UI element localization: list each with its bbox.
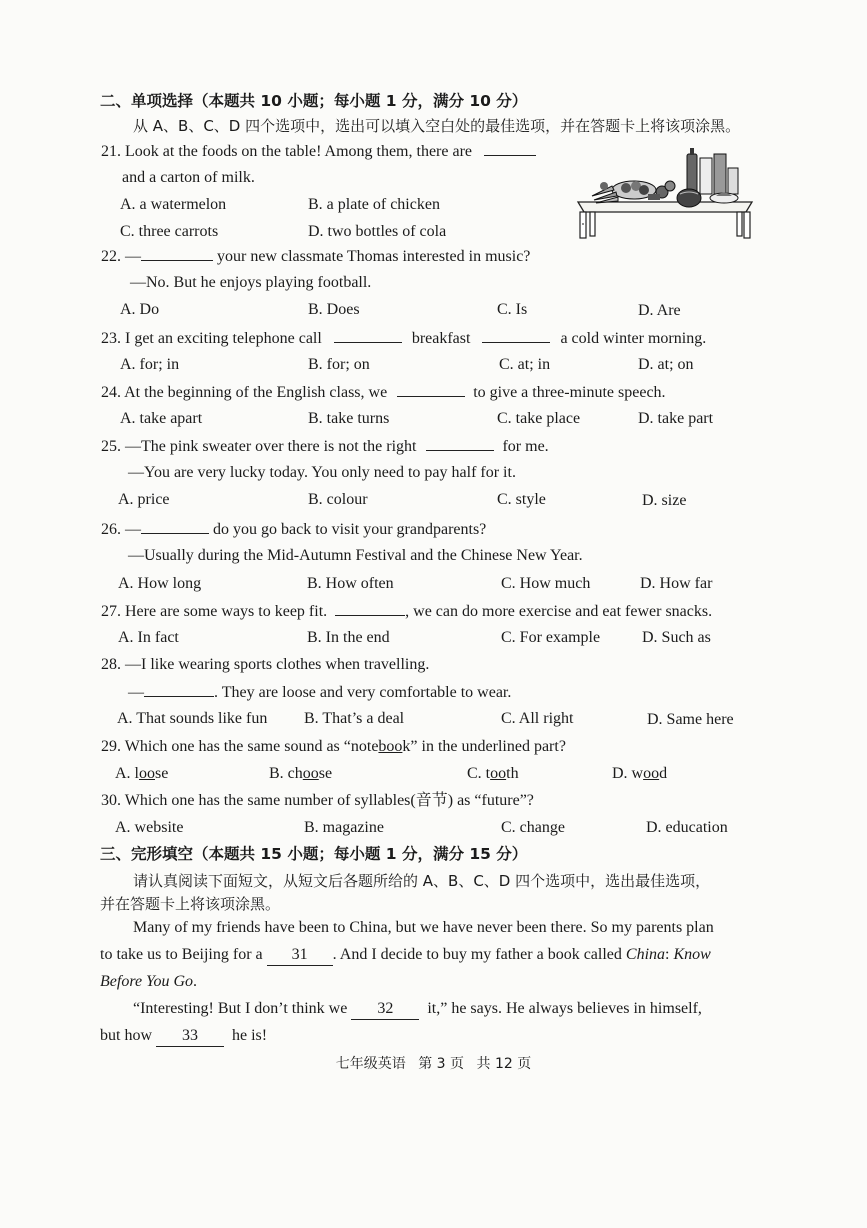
q25-option-a: A. price [118,491,170,508]
q22-option-a: A. Do [120,301,160,318]
q22-reply: —No. But he enjoys playing football. [130,274,372,291]
footer-total-pages: 共 12 页 [476,1056,532,1072]
q29-option-a: A. loose [115,765,169,782]
q26-prefix: 26. — [101,521,141,538]
q28-option-b: B. That’s a deal [304,710,405,727]
question-30-stem: 30. Which one has the same number of syllables(音节) as “future”? [101,792,534,809]
q24-option-d: D. take part [638,410,714,427]
q21-option-d: D. two bottles of cola [308,223,447,240]
q29-option-c: C. tooth [467,765,519,782]
q24-text-2: to give a three-minute speech. [473,384,666,401]
q22-option-c: C. Is [497,301,528,318]
q27-text-2: , we can do more exercise and eat fewer snacks. [405,603,713,620]
q29-text-2: k” in the underlined part? [402,738,566,755]
q23-text-3: a cold winter morning. [560,330,707,347]
q21-option-a: A. a watermelon [120,196,227,213]
page-footer [0,1053,867,1073]
question-23-stem [101,328,706,349]
q30-option-b: B. magazine [304,819,384,836]
q28-text: . They are loose and very comfortable to wear. [214,684,512,701]
q21-option-c: C. three carrots [120,223,219,240]
blank-31: 31 [267,945,333,966]
question-22-stem [101,246,530,267]
q25-reply: —You are very lucky today. You only need to pay half for it. [128,464,516,481]
q28-reply [128,682,511,703]
q23-blank-2 [482,328,550,343]
q21-blank [484,141,536,156]
q29-option-b: B. choose [269,765,333,782]
section-3-instruction-2: 并在答题卡上将该项涂黑。 [100,895,281,913]
section-3-instruction-1: 请认真阅读下面短文，从短文后各题所给的 A、B、C、D 四个选项中，选出最佳选项， [133,872,711,890]
question-29-stem [101,737,566,757]
q27-blank [335,601,405,616]
q23-text-1: 23. I get an exciting telephone call [101,330,322,347]
q26-option-c: C. How much [501,575,591,592]
q27-text-1: 27. Here are some ways to keep fit. [101,603,328,620]
q21-text: 21. Look at the foods on the table! Among them, there are [101,143,473,160]
q24-option-c: C. take place [497,410,581,427]
passage-line-1: Many of my friends have been to China, but we have never been there. So my parents plan [133,919,714,936]
q22-option-d: D. Are [638,302,681,319]
q23-option-b: B. for; on [308,356,370,373]
question-24-stem [101,382,666,403]
q25-option-b: B. colour [308,491,368,508]
passage-line-5: but how 33 he is! [100,1026,267,1047]
q29-underlined: boo [378,738,403,755]
q25-option-c: C. style [497,491,546,508]
section-2-title: 二、单项选择（本题共 10 小题；每小题 1 分，满分 10 分） [100,92,528,110]
q22-blank [141,246,213,261]
q24-option-a: A. take apart [120,410,203,427]
q24-text-1: 24. At the beginning of the English class, we [101,384,388,401]
q23-option-d: D. at; on [638,356,694,373]
q25-option-d: D. size [642,492,687,509]
q25-text-2: for me. [502,438,549,455]
q25-text-1: 25. —The pink sweater over there is not the right [101,438,417,455]
footer-page-number: 第 3 页 [418,1056,465,1072]
passage-line-4: “Interesting! But I don’t think we 32 it,” he says. He always believes in himself, [133,999,702,1020]
q25-blank [426,436,494,451]
q26-reply: —Usually during the Mid-Autumn Festival and the Chinese New Year. [128,547,583,564]
q23-blank-1 [334,328,402,343]
q24-option-b: B. take turns [308,410,390,427]
q22-option-b: B. Does [308,301,360,318]
q26-text: do you go back to visit your grandparents? [209,521,487,538]
food-table-illustration [574,146,756,240]
q29-text-1: 29. Which one has the same sound as “note [101,738,379,755]
q29-option-d: D. wood [612,765,668,782]
q27-option-a: A. In fact [118,629,179,646]
q23-text-2: breakfast [411,330,471,347]
question-25-stem [101,436,549,457]
q28-option-a: A. That sounds like fun [117,710,268,727]
passage-line-3: Before You Go. [100,973,198,990]
q22-prefix: 22. — [101,248,141,265]
q27-option-b: B. In the end [307,629,390,646]
q23-option-a: A. for; in [120,356,180,373]
q26-option-b: B. How often [307,575,394,592]
question-21-stem [101,141,536,162]
q23-option-c: C. at; in [499,356,551,373]
q21-stem-cont: and a carton of milk. [122,169,255,186]
q30-option-d: D. education [646,819,728,836]
q26-blank [141,519,209,534]
q30-option-c: C. change [501,819,565,836]
blank-33: 33 [156,1026,224,1047]
q26-option-a: A. How long [118,575,202,592]
section-2-instruction: 从 A、B、C、D 四个选项中，选出可以填入空白处的最佳选项，并在答题卡上将该项涂黑。 [133,117,741,135]
q28-option-d: D. Same here [647,711,734,728]
q28-option-c: C. All right [501,710,574,727]
q21-option-b: B. a plate of chicken [308,196,440,213]
q28-prefix: — [128,684,144,701]
section-3-title: 三、完形填空（本题共 15 小题；每小题 1 分，满分 15 分） [100,845,528,863]
footer-subject: 七年级英语 [335,1056,406,1072]
q22-text: your new classmate Thomas interested in music? [213,248,531,265]
q26-option-d: D. How far [640,575,713,592]
q30-option-a: A. website [115,819,184,836]
question-27-stem [101,601,712,622]
q27-option-d: D. Such as [642,629,711,646]
blank-32: 32 [351,999,419,1020]
q24-blank [397,382,465,397]
passage-line-2: to take us to Beijing for a 31 . And I decide to buy my father a book called China: Know [100,945,711,966]
question-26-stem [101,519,486,540]
question-28-stem: 28. —I like wearing sports clothes when travelling. [101,656,430,673]
q27-option-c: C. For example [501,629,601,646]
q28-blank [144,682,214,697]
